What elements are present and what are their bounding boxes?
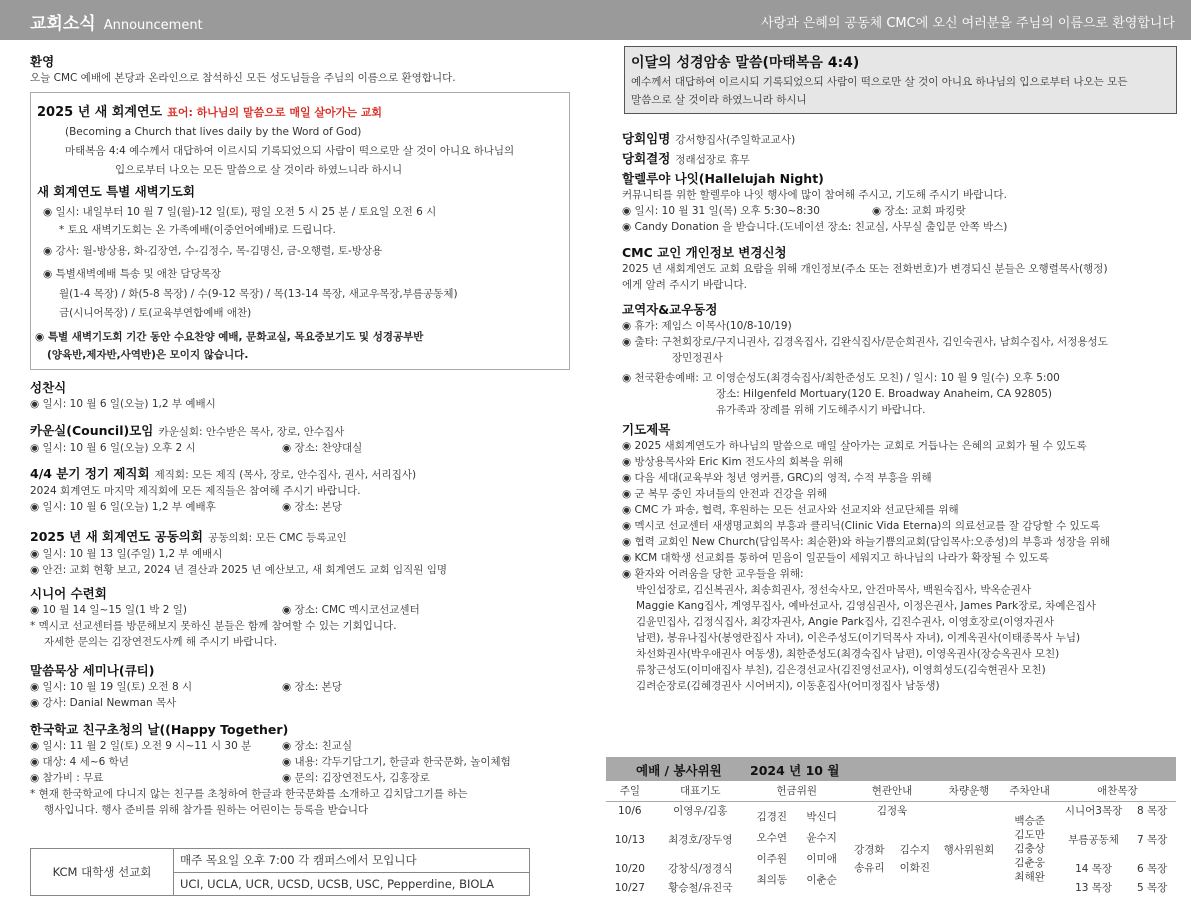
assembly-line-2: ◉ 안건: 교회 현황 보고, 2024 년 결산과 2025 년 예산보고, 새 회계연도 교회 임직원 임명	[30, 564, 448, 576]
meal-cell: 5 목장	[1136, 882, 1168, 895]
schedule-month: 2024 년 10 월	[750, 763, 840, 778]
assembly-line-1: ◉ 일시: 10 월 13 일(주일) 1,2 부 예배시	[30, 548, 223, 560]
row-prayer: 강창식/정경식	[668, 863, 733, 876]
memory-line-2: 말씀으로 살 것이라 하였느니라 하시니	[631, 94, 807, 106]
dawn-line-8: (양육반,제자반,사역반)은 모이지 않습니다.	[47, 349, 249, 361]
council-line: ◉ 일시: 10 월 6 일(오늘) 오후 2 시 ◉ 장소: 찬양대실	[30, 442, 363, 454]
prayer-item: ◉ 멕시코 선교센터 새생명교회의 부흥과 클리닉(Clinic Vida Eterna)의 의료선교를 잘 감당할 수 있도록	[622, 520, 1101, 532]
privacy-line-2: 에게 알려 주시기 바랍니다.	[622, 279, 747, 291]
memory-title: 이달의 성경암송 말씀(마태복음 4:4)	[631, 55, 860, 71]
offering-name: 김경진	[756, 811, 787, 824]
parking-name: 김춘웅	[1014, 857, 1045, 870]
memory-verse-box	[624, 46, 1177, 114]
senior-line-1: ◉ 10 월 14 일~15 일(1 박 2 일) ◉ 장소: CMC 멕시코선교센터	[30, 604, 420, 616]
q4-title: 4/4 분기 정기 제직회 제직회: 모든 제직 (목사, 장로, 안수집사, 권사, 서리집사)	[30, 466, 417, 481]
dawn-line-2: * 토요 새벽기도회는 온 가족예배(이중언어예배)로 드립니다.	[59, 224, 336, 236]
members-line-2: ◉ 출타: 구천회장로/구지니권사, 김경옥집사, 김완식집사/문순희권사, 김인숙권사, 남희수집사, 서정용성도	[622, 336, 1108, 348]
korean-line-1: ◉ 일시: 11 월 2 일(토) 오전 9 시~11 시 30 분 ◉ 장소: 친교실	[30, 740, 353, 752]
korean-line-2: ◉ 대상: 4 세~6 학년 ◉ 내용: 각두기담그기, 한글과 한국문화, 놀이체험	[30, 756, 511, 768]
welcome-text: 오늘 CMC 예배에 본당과 온라인으로 참석하신 모든 성도님들을 주님의 이름으로 환영합니다.	[30, 72, 456, 84]
members-line-4: ◉ 천국환송예배: 고 이영순성도(최경숙집사/최한준성도 모친) / 일시: 10 월 9 일(수) 오후 5:00	[622, 372, 1060, 384]
schedule-table	[606, 781, 1176, 897]
members-title: 교역자&교우동정	[622, 302, 718, 317]
schedule-title: 예배 / 봉사위원	[636, 763, 722, 778]
prayer-item: ◉ 방상용목사와 Eric Kim 전도사의 회복을 위해	[622, 456, 844, 468]
prayer-names-line: 김윤민집사, 김정식집사, 최강자권사, Angie Park집사, 김진수권사, 이영호장로(이영자권사	[636, 616, 1054, 628]
q4-line-1: 2024 회계연도 마지막 제직회에 모든 제직들은 참여해 주시기 바랍니다.	[30, 485, 361, 497]
halle-line-3: ◉ Candy Donation 을 받습니다.(도네이션 장소: 친교실, 사무실 출입문 안쪽 박스)	[622, 221, 1008, 233]
prayer-names-line: 류창근성도(이미애집사 부친), 김은경선교사(김진영선교사), 이영희성도(김숙현권사 모친)	[636, 664, 1046, 676]
col-header: 헌금위원	[776, 785, 817, 798]
meal-cell: 7 목장	[1136, 834, 1168, 847]
privacy-line-1: 2025 년 새회계연도 교회 요람을 위해 개인정보(주소 또는 전화번호)가 변경되신 분들은 오행렬목사(행정)	[622, 263, 1108, 275]
qt-line-2: ◉ 강사: Danial Newman 목사	[30, 697, 177, 709]
baptism-section	[30, 378, 590, 412]
meal-cell: 부름공동체	[1068, 834, 1119, 847]
dawn-line-4: ◉ 특별새벽예배 특송 및 애찬 담당목장	[43, 268, 221, 280]
header-welcome: 사랑과 은혜의 공동체 CMC에 오신 여러분을 주님의 이름으로 환영합니다	[760, 16, 1175, 31]
row-prayer: 황승철/유진국	[668, 882, 733, 895]
parking-name: 김충상	[1014, 843, 1045, 856]
senior-section	[30, 584, 590, 650]
offering-name: 윤수지	[806, 832, 837, 845]
prayer-names-line: 남편), 봉유나집사(봉영란집사 자녀), 이은주성도(이기덕목사 자녀), 이계옥권사(이태종목사 누님)	[636, 632, 1081, 644]
prayer-names-line: 박인섭장로, 김신복권사, 최송희권사, 정선숙사모, 안건마목사, 백원숙집사, 박옥순권사	[636, 584, 1032, 596]
offering-name: 이주원	[756, 853, 787, 866]
row-date: 10/13	[614, 833, 645, 846]
usher-name: 강경화	[854, 843, 885, 856]
header-title: 교회소식 Announcement	[30, 14, 203, 34]
usher-name: 김수지	[899, 843, 931, 856]
kcm-name: KCM 대학생 선교회	[31, 849, 174, 896]
prayer-item: ◉ CMC 가 파송, 협력, 후원하는 모든 선교사와 선교지와 선교단체를 위해	[622, 504, 959, 516]
prayer-names-line: 차선화권사(박우애권사 여동생), 최한준성도(최경숙집사 남편), 이영옥권사(장승옥권사 모친)	[636, 648, 1060, 660]
prayer-item: ◉ 협력 교회인 New Church(담임목사: 최순환)와 하늘기쁨의교회(담임목사:오종성)의 부흥과 성장을 위해	[622, 536, 1110, 548]
duty-line-1: 당회임명 강서향집사(주일학교교사)	[622, 131, 796, 146]
prayer-section	[622, 420, 1182, 694]
korean-line-4: * 현재 한국학교에 다니지 않는 친구를 초청하여 한글과 한국문화를 소개하고 김치담그기를 하는	[30, 788, 468, 800]
row-prayer: 이영우/김홍	[673, 805, 728, 818]
usher-col-a	[847, 820, 893, 897]
col-header: 차량운행	[948, 785, 990, 798]
parking-name: 최해완	[1014, 871, 1045, 884]
dawn-line-6: 금(시니어목장) / 토(교육부연합예배 애찬)	[59, 307, 252, 319]
col-header: 주차안내	[1009, 785, 1050, 798]
col-header: 대표기도	[679, 785, 721, 798]
qt-line-1: ◉ 일시: 10 월 19 일(토) 오전 8 시 ◉ 장소: 본당	[30, 681, 342, 693]
prayer-item: ◉ KCM 대학생 선교회를 통하여 믿음이 일꾼들이 세워지고 하나님의 나라가 확장될 수 있도록	[622, 552, 1049, 564]
privacy-title: CMC 교인 개인정보 변경신청	[622, 245, 787, 260]
meal-cell: 13 목장	[1075, 882, 1113, 895]
korean-title: 한국학교 친구초청의 날((Happy Together)	[30, 722, 289, 737]
parking-name: 백승준	[1014, 815, 1045, 828]
kcm-line-2: UCI, UCLA, UCR, UCSD, UCSB, USC, Pepperdine, BIOLA	[174, 872, 530, 896]
hallelujah-section	[622, 169, 1182, 235]
parking-name: 김도만	[1014, 829, 1045, 842]
members-line-3: 장민정권사	[672, 352, 723, 364]
q4-line-2: ◉ 일시: 10 월 6 일(오늘) 1,2 부 예배후 ◉ 장소: 본당	[30, 501, 342, 513]
halle-line-2: ◉ 일시: 10 월 31 일(목) 오후 5:30~8:30 ◉ 장소: 교회 파킹랏	[622, 205, 966, 217]
offering-col-b	[797, 801, 847, 897]
halle-line-1: 커뮤니티를 위한 할렐루야 나잇 행사에 많이 참여해 주시고, 기도해 주시기 바랍니다.	[622, 189, 1007, 201]
header-bar	[0, 0, 1191, 40]
prayer-names-line: 김려순장로(김혜경권사 시어버지), 이동훈집사(어미정집사 남동생)	[636, 680, 940, 692]
prayer-title: 기도제목	[622, 422, 671, 437]
col-header: 애찬목장	[1097, 785, 1138, 798]
usher-top: 김정욱	[876, 805, 908, 818]
kcm-line-1: 매주 목요일 오후 7:00 각 캠퍼스에서 모입니다	[174, 849, 530, 873]
halle-title: 할렐루야 나잇(Hallelujah Night)	[622, 171, 824, 186]
usher-name: 송유리	[854, 861, 885, 874]
col-header: 주일	[619, 785, 640, 798]
korean-line-3: ◉ 참가비 : 무료 ◉ 문의: 김장연전도사, 김홍장로	[30, 772, 430, 784]
prayer-names-line: Maggie Kang집사, 계영무집사, 예바선교사, 김영심권사, 이정은권사, James Park장로, 차예은집사	[636, 600, 1096, 612]
memory-line-1: 예수께서 대답하여 이르시되 기록되었으되 사람이 떡으로만 살 것이 아니요 하나님의 입으로부터 나오는 모든	[631, 76, 1128, 88]
dawn-line-3: ◉ 강사: 월-방상용, 화-김장연, 수-김정수, 목-김명신, 금-오행렬, 토-방상용	[43, 245, 383, 257]
meal-cell: 8 목장	[1136, 805, 1168, 818]
motto-box	[30, 92, 570, 370]
dawn-line-5: 월(1-4 목장) / 화(5-8 목장) / 수(9-12 목장) / 목(13-14 목장, 새교우목장,부름공동체)	[59, 288, 458, 300]
prayer-item: ◉ 다음 세대(교육부와 청년 영커플, GRC)의 영적, 수적 부흥을 위해	[622, 472, 932, 484]
meal-cell: 14 목장	[1075, 863, 1113, 876]
motto-verse-1: 마태복음 4:4 예수께서 대답하여 이르시되 기록되었으되 사람이 떡으로만 살 것이 아니요 하나님의	[65, 145, 515, 157]
qt-title: 말씀묵상 세미나(큐티)	[30, 663, 155, 678]
row-date: 10/27	[614, 881, 645, 894]
col-header: 현관안내	[871, 785, 913, 798]
dawn-title: 새 회계연도 특별 새벽기도회	[37, 184, 195, 199]
offering-name: 이미애	[806, 853, 837, 866]
welcome-title: 환영	[30, 54, 55, 69]
motto-title: 2025 년 새 회계연도 표어: 하나님의 말씀으로 매일 살아가는 교회	[37, 105, 383, 120]
row-date: 10/20	[614, 862, 645, 875]
senior-line-3: 자세한 문의는 김장연전도사께 해 주시기 바랍니다.	[44, 636, 278, 648]
korean-line-5: 행사입니다. 행사 준비를 위해 참가를 원하는 어린이는 등록을 받습니다	[44, 804, 369, 816]
prayer-item: ◉ 환자와 어려움을 당한 교우들을 위해:	[622, 568, 804, 580]
duty-line-2: 당회결정 정래섭장로 휴무	[622, 151, 750, 166]
assembly-section	[30, 526, 590, 578]
motto-verse-2: 입으로부터 나오는 모든 말씀으로 살 것이라 하였느니라 하시니	[115, 164, 403, 176]
members-line-6: 유가족과 장례를 위해 기도해주시기 바랍니다.	[716, 404, 926, 416]
council-section	[30, 420, 590, 456]
members-section	[622, 300, 1182, 418]
driving-cell: 행사위원회	[943, 843, 995, 856]
senior-line-2: * 멕시코 선교센터를 방문해보지 못하신 분들은 함께 참여할 수 있는 기회입니다.	[30, 620, 397, 632]
baptism-title: 성찬식	[30, 380, 67, 395]
meal-cell: 시니어3목장	[1064, 805, 1123, 818]
row-date: 10/6	[618, 804, 642, 817]
council-title: 카운실(Council)모임 카운실회: 안수받은 목사, 장로, 안수집사	[30, 423, 345, 438]
korean-school-section	[30, 720, 590, 818]
duty-section	[622, 128, 1182, 168]
usher-name: 이화진	[899, 861, 931, 874]
prayer-item: ◉ 군 복무 중인 자녀들의 안전과 건강을 위해	[622, 488, 827, 500]
prayer-item: ◉ 2025 새회계연도가 하나님의 말씀으로 매일 살아가는 교회로 거듭나는 은혜의 교회가 될 수 있도록	[622, 440, 1087, 452]
offering-name: 최의동	[756, 874, 787, 887]
usher-col-b	[892, 820, 938, 897]
offering-name: 박신디	[806, 811, 837, 824]
members-line-1: ◉ 휴가: 제임스 이목사(10/8-10/19)	[622, 320, 792, 332]
qt-section	[30, 661, 590, 711]
privacy-section	[622, 243, 1182, 293]
dawn-line-7: ◉ 특별 새벽기도회 기간 동안 수요찬양 예배, 문화교실, 목요중보기도 및 성경공부반	[35, 331, 424, 343]
schedule-header-bar	[606, 757, 1176, 781]
row-prayer: 최경호/장두영	[668, 834, 733, 847]
meal-cell: 6 목장	[1136, 863, 1168, 876]
motto-en: (Becoming a Church that lives daily by the Word of God)	[65, 126, 362, 138]
dawn-line-1: ◉ 일시: 내일부터 10 월 7 일(월)-12 일(토), 평일 오전 5 시 25 분 / 토요일 오전 6 시	[43, 206, 437, 218]
offering-col-a	[747, 801, 797, 897]
parking-col	[1000, 801, 1059, 897]
left-column	[30, 52, 580, 86]
assembly-title: 2025 년 새 회계연도 공동의회 공동의회: 모든 CMC 등록교인	[30, 529, 347, 544]
baptism-line: ◉ 일시: 10 월 6 일(오늘) 1,2 부 예배시	[30, 398, 216, 410]
offering-name: 이춘순	[806, 874, 837, 887]
offering-name: 오수연	[756, 832, 787, 845]
q4-section	[30, 463, 590, 515]
kcm-table	[30, 848, 530, 896]
senior-title: 시니어 수련회	[30, 586, 107, 601]
members-line-5: 장소: Hilgenfeld Mortuary(120 E. Broadway Anaheim, CA 92805)	[716, 388, 1053, 400]
